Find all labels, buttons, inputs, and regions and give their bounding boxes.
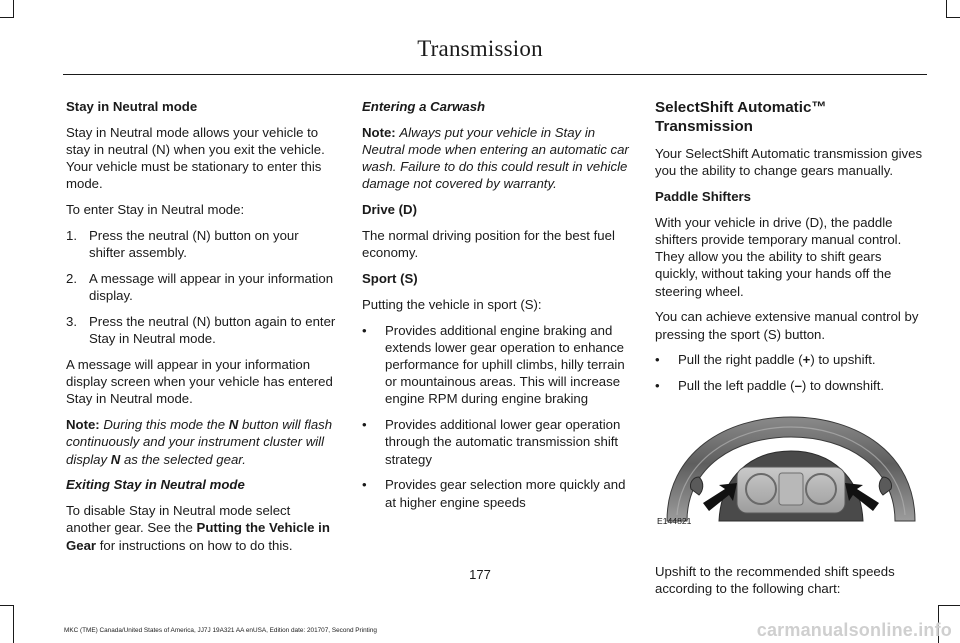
footer-edition-info: MKC (TME) Canada/United States of America, JJ7J 19A321 AA enUSA, Edition date: 201707, Second Printing [64, 627, 377, 634]
steps-list [66, 227, 338, 347]
note-key: N [110, 451, 121, 467]
steering-wheel-figure [655, 403, 927, 553]
page-number: 177 [469, 567, 491, 582]
note-paragraph [362, 124, 634, 193]
paragraph-sport-lead: Putting the vehicle in sport (S): [362, 296, 542, 312]
bullet: • [362, 417, 367, 433]
paragraph-closing: Upshift to the recommended shift speeds according to the following chart: [655, 564, 895, 597]
crop-mark-tr-v [946, 0, 947, 17]
section-heading-exiting: Exiting Stay in Neutral mode [66, 477, 245, 493]
list-item [66, 313, 338, 347]
list-item [655, 377, 927, 394]
list-item-text: ) to upshift. [810, 352, 876, 368]
note-text: as the selected gear. [123, 451, 246, 467]
crop-mark-tr-h [946, 17, 960, 18]
section-heading-drive: Drive (D) [362, 202, 417, 218]
paragraph-exit [66, 502, 338, 554]
note-label: Note: [362, 124, 396, 140]
column-carwash-drive-sport [362, 98, 634, 519]
section-heading-selectshift: SelectShift Automatic™ Transmission [655, 99, 827, 135]
note-text: During this mode the [103, 417, 226, 433]
minus-symbol: – [794, 378, 802, 394]
crop-mark-tl-v [13, 0, 14, 17]
paragraph-after: A message will appear in your information display screen when your vehicle has entered Stay in Neutral mode. [66, 357, 333, 407]
section-heading-paddle-shifters: Paddle Shifters [655, 189, 752, 204]
section-heading-carwash: Entering a Carwash [362, 99, 486, 114]
bullet: • [362, 322, 367, 338]
bullet: • [362, 477, 367, 493]
crop-mark-bl-v [13, 605, 14, 643]
list-item-text: Press the neutral (N) button again to enter Stay in Neutral mode. [89, 314, 336, 347]
list-item-text: Press the neutral (N) button on your shifter assembly. [89, 228, 299, 261]
list-item-text: ) to downshift. [801, 378, 885, 394]
paragraph-text: To disable Stay in Neutral mode select another gear. See the [66, 503, 291, 536]
paragraph-drive: The normal driving position for the best fuel economy. [362, 228, 615, 261]
sport-list [362, 322, 634, 511]
list-item [655, 351, 927, 368]
list-marker: 1. [66, 228, 77, 243]
section-heading-stay-in-neutral: Stay in Neutral mode [66, 99, 198, 114]
watermark: carmanualsonline.info [756, 620, 952, 640]
list-item [66, 227, 338, 261]
note-paragraph [66, 416, 338, 468]
bullet: • [655, 352, 660, 368]
list-item-text: Provides additional engine braking and extends lower gear operation to enhance performance for uphill climbs, hilly terrain or mountainous areas. This will increase engine RPM during engine braking [385, 322, 625, 407]
title-rule [63, 74, 927, 75]
paddle-list [655, 351, 927, 394]
steering-wheel-icon [655, 403, 927, 531]
list-marker: 2. [66, 271, 77, 286]
list-item-text: Provides additional lower gear operation through the automatic transmission shift strategy [385, 417, 621, 467]
list-item [362, 322, 634, 408]
figure-code: E144821 [657, 516, 692, 526]
list-marker: 3. [66, 314, 77, 329]
page-title: Transmission [417, 36, 543, 61]
list-item-text: A message will appear in your information display. [89, 271, 334, 304]
paragraph-lead: To enter Stay in Neutral mode: [66, 202, 245, 218]
note-text: button will flash continuously and your instrument cluster will display [66, 417, 333, 467]
list-item-text: Pull the right paddle ( [678, 352, 803, 368]
paragraph-text: for instructions on how to do this. [99, 537, 293, 553]
list-item-text: Pull the left paddle ( [678, 378, 795, 394]
note-label: Note: [66, 417, 100, 433]
note-key: N [228, 417, 239, 433]
plus-symbol: + [802, 352, 811, 368]
crop-mark-bl-h [0, 605, 14, 606]
crop-mark-br-h [938, 605, 960, 606]
list-item [362, 416, 634, 468]
paragraph-control: You can achieve extensive manual control by pressing the sport (S) button. [655, 309, 919, 342]
bullet: • [655, 378, 660, 394]
column-selectshift [655, 98, 927, 606]
note-text: Always put your vehicle in Stay in Neutral mode when entering an automatic car wash. Failure to do this could result in vehicle damage not covered by warranty. [362, 124, 629, 192]
section-heading-sport: Sport (S) [362, 271, 418, 286]
paragraph-paddle: With your vehicle in drive (D), the paddle shifters provide temporary manual control. They allow you the ability to shift gears quickly, without taking your hands off the steering wheel. [655, 214, 902, 299]
crop-mark-tl-h [0, 17, 14, 18]
paragraph-intro: Stay in Neutral mode allows your vehicle to stay in neutral (N) when you exit the vehicle. Your vehicle must be stationary to enter this mode. [66, 124, 325, 192]
column-stay-in-neutral [66, 98, 338, 562]
cross-reference-link[interactable]: Putting the Vehicle in Gear [66, 520, 330, 553]
list-item-text: Provides gear selection more quickly and at higher engine speeds [385, 477, 626, 510]
list-item [66, 270, 338, 304]
list-item [362, 476, 634, 510]
paragraph-intro: Your SelectShift Automatic transmission gives you the ability to change gears manually. [655, 146, 923, 179]
